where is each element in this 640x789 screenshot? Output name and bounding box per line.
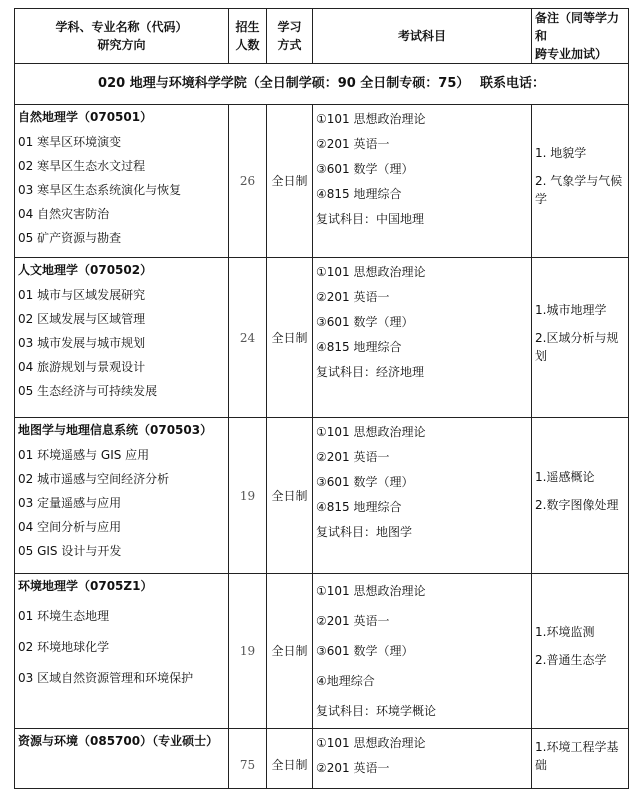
exam-subjects-cell	[313, 418, 532, 574]
research-direction: 02 城市遥感与空间经济分析	[18, 472, 170, 486]
header-subject	[15, 9, 229, 64]
note-item: 1.环境工程学基础	[535, 739, 619, 772]
research-direction: 01 城市与区域发展研究	[18, 288, 146, 302]
enroll-count: 26	[229, 105, 267, 258]
header-enroll-line1: 招生	[235, 20, 260, 34]
program-subject-cell	[15, 105, 229, 258]
exam-subject: 复试科目：经济地理	[316, 365, 425, 379]
program-subject-cell	[15, 418, 229, 574]
header-row	[15, 9, 629, 64]
research-direction: 03 定量遥感与应用	[18, 496, 122, 510]
note-item: 2.数字图像处理	[535, 497, 619, 512]
subject-name: 地图学与地理信息系统（070503）	[18, 423, 213, 437]
exam-subject: 复试科目：环境学概论	[316, 704, 437, 718]
program-subject-cell	[15, 729, 229, 789]
exam-subject: ②201 英语一	[316, 137, 390, 151]
header-enroll	[229, 9, 267, 64]
research-direction: 01 环境遥感与 GIS 应用	[18, 448, 150, 462]
subject-name: 环境地理学（0705Z1）	[18, 579, 153, 593]
subject-name: 资源与环境（085700）（专业硕士）	[18, 734, 219, 748]
notes-cell	[532, 729, 629, 789]
study-mode: 全日制	[267, 729, 313, 789]
program-row	[15, 418, 629, 574]
header-mode-line1: 学习	[277, 20, 302, 34]
note-item: 1.城市地理学	[535, 302, 607, 317]
study-mode: 全日制	[267, 418, 313, 574]
admissions-table	[14, 8, 629, 789]
enroll-count: 19	[229, 574, 267, 729]
exam-subject: ①101 思想政治理论	[316, 584, 426, 598]
exam-subject: ③601 数学（理）	[316, 644, 414, 658]
exam-subjects-cell	[313, 729, 532, 789]
research-direction: 02 区域发展与区域管理	[18, 312, 146, 326]
program-row	[15, 258, 629, 418]
exam-subject: ③601 数学（理）	[316, 315, 414, 329]
research-direction: 03 寒旱区生态系统演化与恢复	[18, 183, 182, 197]
exam-subject: ③601 数学（理）	[316, 475, 414, 489]
enroll-count: 75	[229, 729, 267, 789]
enroll-count: 19	[229, 418, 267, 574]
research-direction: 01 环境生态地理	[18, 609, 110, 623]
exam-subject: ④815 地理综合	[316, 500, 402, 514]
exam-subject: ②201 英语一	[316, 290, 390, 304]
study-mode: 全日制	[267, 258, 313, 418]
school-row	[15, 64, 629, 105]
exam-subject: ①101 思想政治理论	[316, 265, 426, 279]
study-mode: 全日制	[267, 105, 313, 258]
exam-subject: ④815 地理综合	[316, 340, 402, 354]
research-direction: 01 寒旱区环境演变	[18, 135, 122, 149]
research-direction: 05 矿产资源与勘查	[18, 231, 122, 245]
header-subject-line1: 学科、专业名称（代码）	[55, 20, 188, 34]
note-item: 2.区域分析与规划	[535, 330, 619, 363]
exam-subject: ②201 英语一	[316, 614, 390, 628]
program-row	[15, 105, 629, 258]
exam-subjects-cell	[313, 574, 532, 729]
header-notes-line1: 备注（同等学力和	[535, 11, 620, 43]
research-direction: 04 空间分析与应用	[18, 520, 122, 534]
exam-subjects-cell	[313, 105, 532, 258]
note-item: 1.遥感概论	[535, 469, 595, 484]
research-direction: 03 区域自然资源管理和环境保护	[18, 671, 194, 685]
exam-subject: ①101 思想政治理论	[316, 112, 426, 126]
header-notes	[532, 9, 629, 64]
program-row	[15, 574, 629, 729]
research-direction: 05 GIS 设计与开发	[18, 544, 122, 558]
enroll-count: 24	[229, 258, 267, 418]
notes-cell	[532, 574, 629, 729]
header-enroll-line2: 人数	[235, 38, 260, 52]
research-direction: 05 生态经济与可持续发展	[18, 384, 158, 398]
notes-cell	[532, 258, 629, 418]
research-direction: 02 环境地球化学	[18, 640, 110, 654]
school-name: 020 地理与环境科学学院（全日制学硕：90 全日制专硕：75）	[98, 76, 470, 92]
note-item: 2.普通生态学	[535, 653, 607, 667]
notes-cell	[532, 105, 629, 258]
exam-subject: ②201 英语一	[316, 761, 390, 775]
note-item: 1. 地貌学	[535, 146, 587, 160]
exam-subject: ③601 数学（理）	[316, 162, 414, 176]
exam-subject: ②201 英语一	[316, 450, 390, 464]
subject-name: 自然地理学（070501）	[18, 110, 153, 124]
research-direction: 03 城市发展与城市规划	[18, 336, 146, 350]
exam-subject: ④地理综合	[316, 674, 375, 688]
research-direction: 04 自然灾害防治	[18, 207, 110, 221]
exam-subject: ①101 思想政治理论	[316, 425, 426, 439]
school-contact: 联系电话：	[479, 76, 545, 92]
header-mode-line2: 方式	[277, 38, 302, 52]
exam-subject: ④815 地理综合	[316, 187, 402, 201]
exam-subjects-cell	[313, 258, 532, 418]
exam-subject: 复试科目：中国地理	[316, 212, 425, 226]
subject-name: 人文地理学（070502）	[18, 263, 153, 277]
research-direction: 02 寒旱区生态水文过程	[18, 159, 146, 173]
header-subject-line2: 研究方向	[97, 38, 146, 52]
exam-subject: 复试科目：地图学	[316, 525, 413, 539]
program-subject-cell	[15, 574, 229, 729]
research-direction: 04 旅游规划与景观设计	[18, 360, 146, 374]
note-item: 1.环境监测	[535, 625, 595, 639]
exam-subject: ①101 思想政治理论	[316, 736, 426, 750]
notes-cell	[532, 418, 629, 574]
program-subject-cell	[15, 258, 229, 418]
header-exams: 考试科目	[313, 9, 532, 64]
school-cell	[15, 64, 629, 105]
program-row	[15, 729, 629, 789]
header-notes-line2: 跨专业加试）	[535, 47, 608, 61]
note-item: 2. 气象学与气候学	[535, 174, 623, 206]
header-mode	[267, 9, 313, 64]
study-mode: 全日制	[267, 574, 313, 729]
